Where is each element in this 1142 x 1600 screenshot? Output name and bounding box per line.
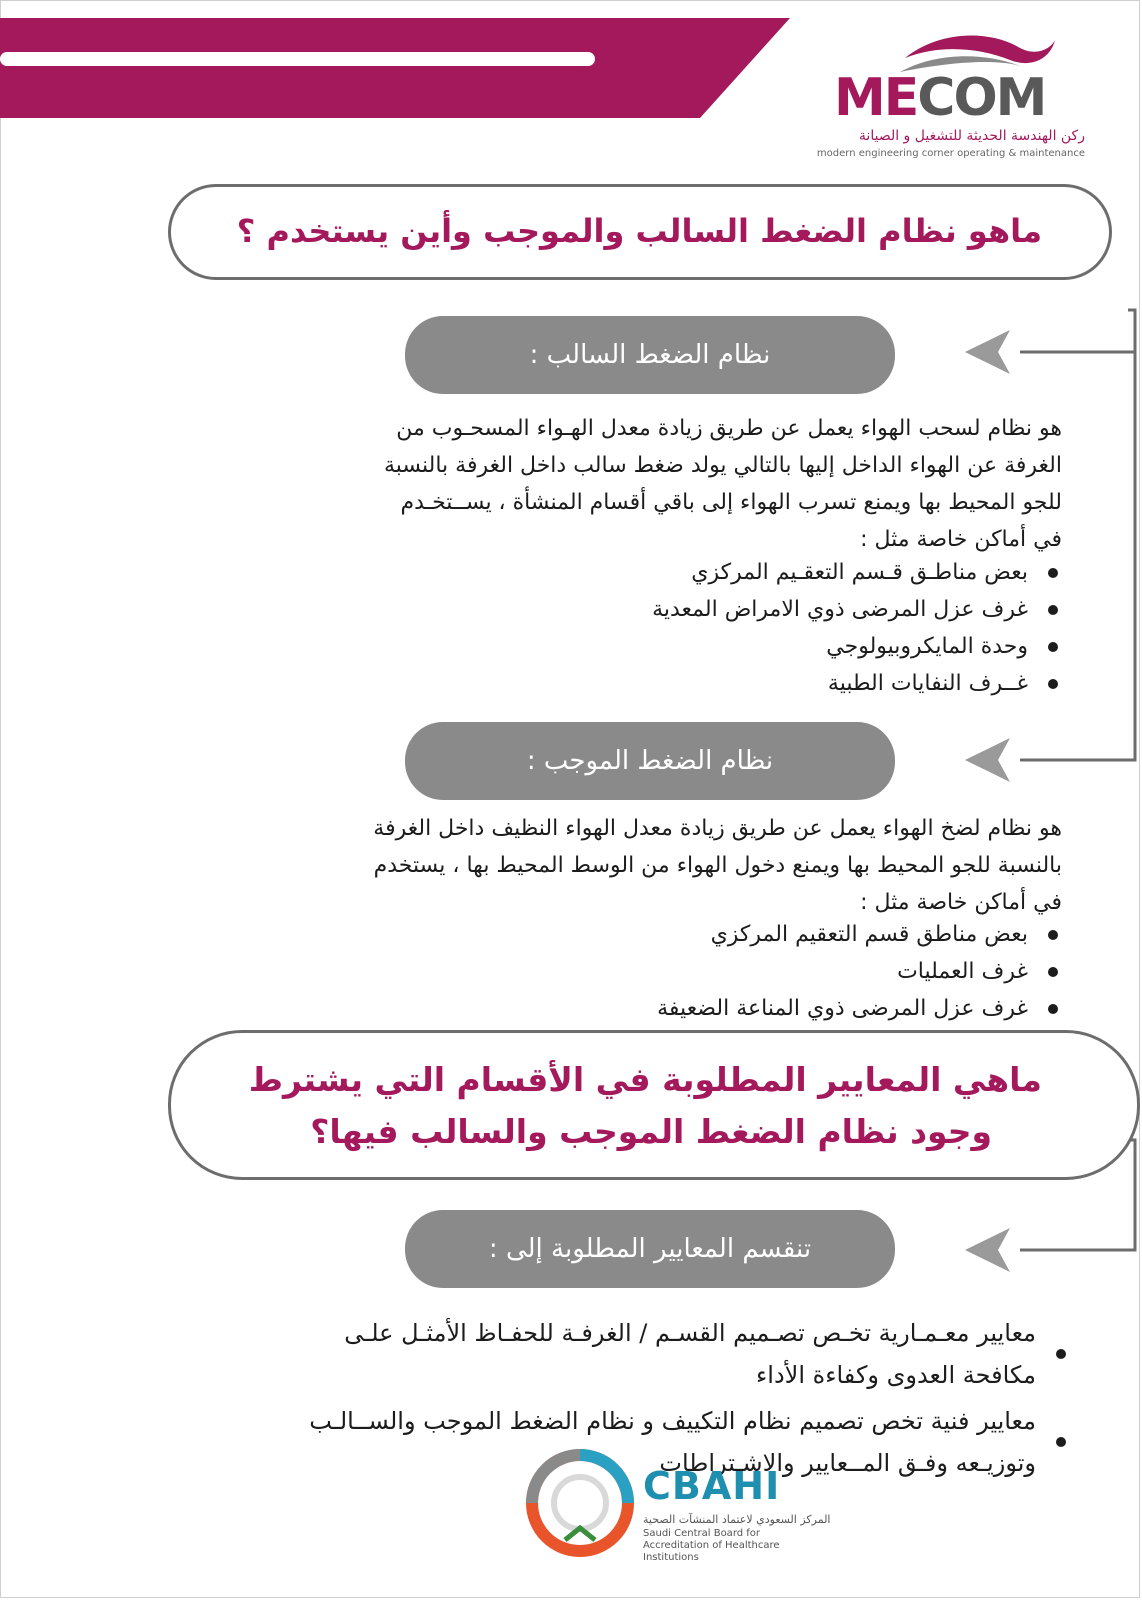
criteria-line: وتوزيـعه وفـق المــعايير والاشـتراطات	[659, 1449, 1036, 1477]
text-line: بالنسبة للجو المحيط بها ويمنع دخول الهواء من الوسط المحيط بها ، يستخدم	[373, 853, 1062, 878]
list-item	[110, 1312, 1070, 1396]
logo-wordmark: MECOM	[834, 68, 1046, 128]
text-line: في أماكن خاصة مثل :	[860, 527, 1062, 552]
positive-description	[132, 810, 1062, 921]
list-item: غــرف النفايات الطبية	[652, 665, 1062, 702]
text-line: للجو المحيط بها ويمنع تسرب الهواء إلى باقي أقسام المنشأة ، يســتخـدم	[400, 490, 1062, 515]
list-item: غرف عزل المرضى ذوي الامراض المعدية	[652, 591, 1062, 628]
arrow-icon	[965, 330, 1010, 374]
logo-tagline-en: modern engineering corner operating & maintenance	[816, 148, 1085, 159]
text-line: هو نظام لسحب الهواء يعمل عن طريق زيادة معدل الهـواء المسحـوب من	[396, 416, 1062, 441]
arrow-icon	[965, 1228, 1010, 1272]
list-item: بعض مناطـق قـسم التعقـيم المركزي	[652, 554, 1062, 591]
negative-description	[162, 410, 1062, 558]
criteria-line: معايير معـمـارية تخـص تصـميم القسـم / الغرفـة للحفـاظ الأمثـل علـى	[344, 1319, 1036, 1347]
list-item: غرف عزل المرضى ذوي المناعة الضعيفة	[657, 990, 1062, 1027]
criteria-line: معايير فنية تخص تصميم نظام التكييف و نظام الضغط الموجب والســالـب	[309, 1407, 1036, 1435]
question2-line1: ماهي المعايير المطلوبة في الأقسام التي يشترط	[248, 1060, 1042, 1099]
text-line: هو نظام لضخ الهواء يعمل عن طريق زيادة معدل الهواء النظيف داخل الغرفة	[373, 816, 1062, 841]
banner-band	[0, 18, 790, 118]
list-item: وحدة المايكروبيولوجي	[652, 628, 1062, 665]
positive-heading: نظام الضغط الموجب :	[405, 722, 895, 800]
list-item: غرف العمليات	[657, 953, 1062, 990]
text-line: في أماكن خاصة مثل :	[860, 890, 1062, 915]
cbahi-name-ar: المركز السعودي لاعتماد المنشآت الصحية	[643, 1513, 831, 1526]
logo-tagline-ar: ركن الهندسة الحديثة للتشغيل و الصيانة	[858, 128, 1085, 144]
criteria-heading: تنقسم المعايير المطلوبة إلى :	[405, 1210, 895, 1288]
list-item: بعض مناطق قسم التعقيم المركزي	[657, 916, 1062, 953]
banner-stripe	[0, 52, 595, 66]
mecom-logo	[816, 20, 1120, 170]
question2-line2: وجود نظام الضغط الموجب والسالب فيها؟	[310, 1112, 992, 1151]
positive-list	[657, 916, 1062, 1027]
negative-list	[652, 554, 1062, 702]
arrow-icon	[965, 738, 1010, 782]
cbahi-emblem-icon	[525, 1448, 635, 1558]
question1-text: ماهو نظام الضغط السالب والموجب وأين يستخدم ؟	[236, 212, 1042, 250]
cbahi-logo	[525, 1448, 831, 1568]
question2-box	[168, 1030, 1140, 1180]
cbahi-wordmark: CBAHI	[643, 1464, 781, 1508]
text-line: الغرفة عن الهواء الداخل إليها بالتالي يولد ضغط سالب داخل الغرفة بالنسبة	[383, 453, 1062, 478]
criteria-line: مكافحة العدوى وكفاءة الأداء	[756, 1361, 1036, 1389]
cbahi-name-en: Saudi Central Board for Accreditation of Healthcare Institutions	[643, 1528, 780, 1563]
negative-heading: نظام الضغط السالب :	[405, 316, 895, 394]
